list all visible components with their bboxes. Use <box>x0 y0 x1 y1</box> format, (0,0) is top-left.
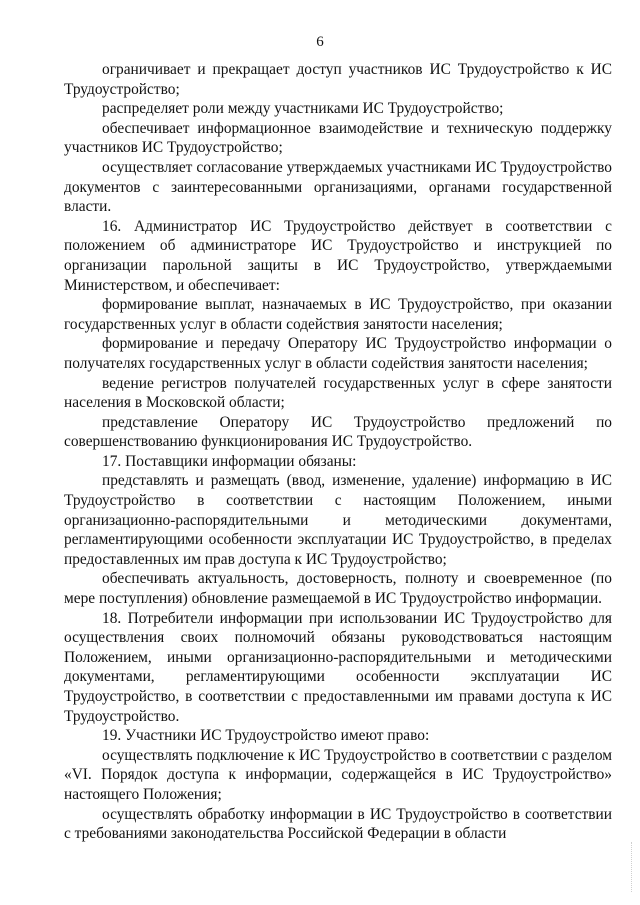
paragraph-1: ограничивает и прекращает доступ участников ИС Трудоустройство к ИС Трудоустройство; <box>64 61 612 98</box>
paragraph-15: осуществлять подключение к ИС Трудоустройство в соответствии с разделом «VI. Порядок доступа к информации, содержащейся в ИС Трудоустройство» настоящего Положения; <box>64 746 612 803</box>
paragraph-6: формирование выплат, назначаемых в ИС Трудоустройство, при оказании государственных услуг в области содействия занятости населения; <box>64 296 612 333</box>
paragraph-3: обеспечивает информационное взаимодействие и техническую поддержку участников ИС Трудоустройство; <box>64 119 612 157</box>
paragraph-12: обеспечивать актуальность, достоверность, полноту и своевременное (по мере поступления) обновление размещаемой в ИС Трудоустройство информации. <box>64 570 612 608</box>
paragraph-16-cont: осуществлять обработку информации в ИС Трудоустройство в соответствии с требованиями законодательства Российской Федерации в области <box>64 805 612 843</box>
paragraph-9: представление Оператору ИС Трудоустройство предложений по совершенствованию функционирования ИС Трудоустройство. <box>64 413 612 451</box>
scan-edge-mark <box>631 842 638 892</box>
document-body <box>64 60 612 844</box>
paragraph-4: осуществляет согласование утверждаемых участниками ИС Трудоустройство документов с заинтересованными организациями, органами государственной власти. <box>64 158 612 216</box>
paragraph-18: 18. Потребители информации при использовании ИС Трудоустройство для осуществления своих полномочий обязаны руководствоваться настоящим Положением, иными организационно-распорядительными и методическими документами, регламентирующими особенности эксплуатации ИС Трудоустройство, в соответствии с предоставленными им правами доступа к ИС Трудоустройство. <box>64 609 612 725</box>
paragraph-16: 16. Администратор ИС Трудоустройство действует в соответствии с положением об администраторе ИС Трудоустройство и инструкцией по организации парольной защиты в ИС Трудоустройство, утверждаемыми Министерством, и обеспечивает: <box>64 217 612 294</box>
paragraph-11: представлять и размещать (ввод, изменение, удаление) информацию в ИС Трудоустройство в соответствии с настоящим Положением, иными организационно-распорядительными и методическими документами, регламентирующими особенности эксплуатации ИС Трудоустройство, в пределах предоставленных им прав доступа к ИС Трудоустройство; <box>64 472 612 568</box>
paragraph-8: ведение регистров получателей государственных услуг в сфере занятости населения в Московской области; <box>64 374 612 412</box>
paragraph-19: 19. Участники ИС Трудоустройство имеют право: <box>102 727 430 745</box>
paragraph-17: 17. Поставщики информации обязаны: <box>102 452 357 470</box>
paragraph-7: формирование и передачу Оператору ИС Трудоустройство информации о получателях государственных услуг в области содействия занятости населения; <box>64 335 612 372</box>
paragraph-2: распределяет роли между участниками ИС Трудоустройство; <box>102 100 504 118</box>
page-number: 6 <box>316 34 324 50</box>
